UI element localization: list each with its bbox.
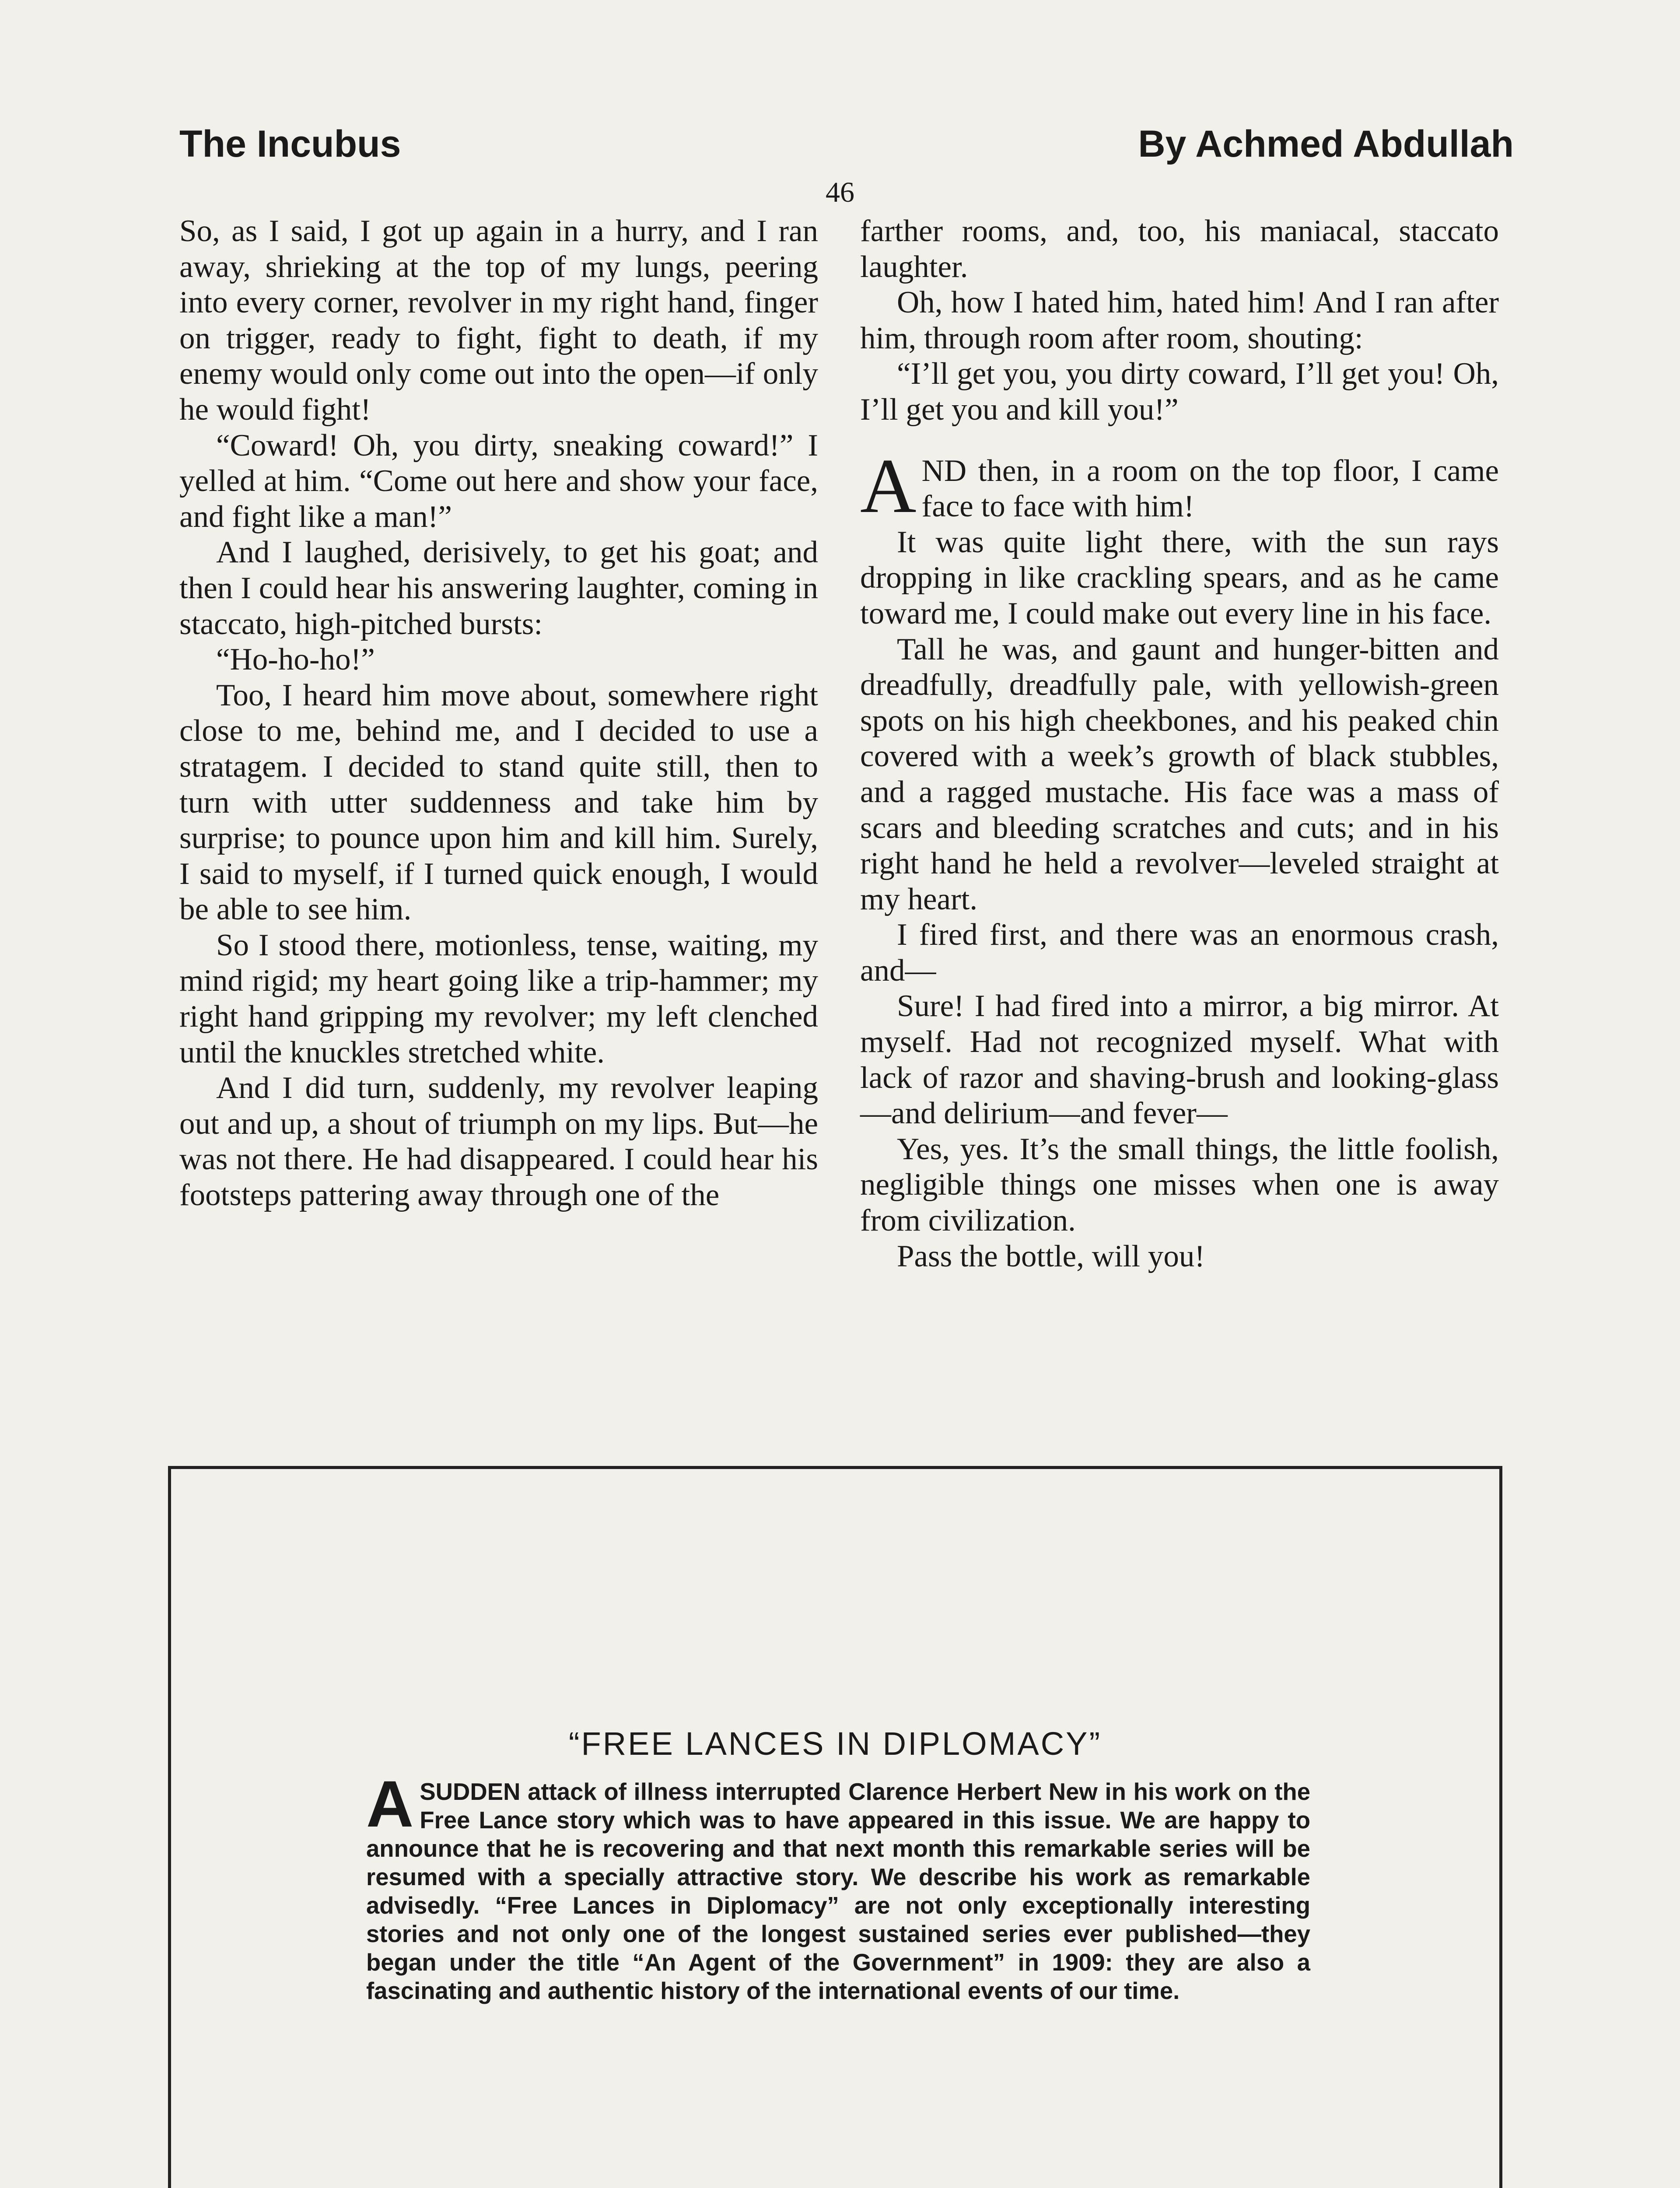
notice-body <box>366 1767 1310 2005</box>
notice-drop-cap: A <box>366 1767 414 1841</box>
right-text-column <box>860 214 1499 1274</box>
paragraph: “Coward! Oh, you dirty, sneaking coward!” I yelled at him. “Come out here and show your face, and fight like a man!” <box>179 428 818 534</box>
drop-cap: A <box>860 442 917 529</box>
paragraph: Pass the bottle, will you! <box>897 1239 1205 1273</box>
paragraph: And I did turn, suddenly, my revolver leaping out and up, a shout of triumph on my lips. But—he was not there. He had disappeared. I could hear his footsteps pattering away through one of the <box>179 1071 818 1213</box>
paragraph: “I’ll get you, you dirty coward, I’ll get you! Oh, I’ll get you and kill you!” <box>860 357 1499 427</box>
paragraph: “Ho-ho-ho!” <box>216 642 375 677</box>
notice-text: SUDDEN attack of illness interrupted Clarence Herbert New in his work on the Free Lance story which was to have appeared in this issue. We are happy to announce that he is recovering and that next month this remarkable series will be resumed with a specially attractive story. We describe his work as remarkable advisedly. “Free Lances in Diplomacy” are not only exceptionally interesting stories and not only one of the longest sustained series ever published—they began under the title “An Agent of the Government” in 1909: they are also a fascinating and authentic history of the international events of our time. <box>366 1778 1310 2004</box>
paragraph: Oh, how I hated him, hated him! And I ran after him, through room after room, shouting: <box>860 285 1499 355</box>
section-opening-paragraph <box>860 442 1499 529</box>
notice-title: “FREE LANCES IN DIPLOMACY” <box>568 1725 1102 1762</box>
left-text-column <box>179 214 818 1213</box>
running-header <box>179 123 1514 184</box>
paragraph: Yes, yes. It’s the small things, the little foolish, negligible things one misses when one is away from civilization. <box>860 1132 1499 1238</box>
paragraph: farther rooms, and, too, his maniacal, staccato laughter. <box>860 214 1499 284</box>
byline: By Achmed Abdullah <box>1138 123 1514 165</box>
paragraph: Sure! I had fired into a mirror, a big mirror. At myself. Had not recognized myself. What with lack of razor and shaving-brush and looking-glass—and delirium—and fever— <box>860 989 1499 1131</box>
paragraph: I fired first, and there was an enormous crash, and— <box>860 918 1499 988</box>
page-number: 46 <box>826 176 854 208</box>
paragraph: So I stood there, motionless, tense, waiting, my mind rigid; my heart going like a trip-hammer; my right hand gripping my revolver; my left clenched until the knuckles stretched white. <box>179 928 818 1069</box>
notice-box <box>168 1466 1502 2188</box>
paragraph: So, as I said, I got up again in a hurry, and I ran away, shrieking at the top of my lungs, peering into every corner, revolver in my right hand, finger on trigger, ready to fight, fight to death, if my enemy would only come out into the open—if only he would fight! <box>179 214 818 427</box>
paragraph: It was quite light there, with the sun rays dropping in like crackling spears, and as he came toward me, I could make out every line in his face. <box>860 525 1499 631</box>
story-title: The Incubus <box>179 123 401 165</box>
paragraph: Too, I heard him move about, somewhere right close to me, behind me, and I decided to use a stratagem. I decided to stand quite still, then to turn with utter suddenness and take him by surprise; to pounce upon him and kill him. Surely, I said to myself, if I turned quick enough, I would be able to see him. <box>179 678 818 927</box>
paragraph: Tall he was, and gaunt and hunger-bitten and dreadfully, dreadfully pale, with yellowish-green spots on his high cheekbones, and his peaked chin covered with a week’s growth of black stubbles, and a ragged mustache. His face was a mass of scars and bleeding scratches and cuts; and in his right hand he held a revolver—leveled straight at my heart. <box>860 632 1499 916</box>
paragraph: And I laughed, derisively, to get his goat; and then I could hear his answering laughter, coming in staccato, high-pitched bursts: <box>179 535 818 641</box>
section-opening-text: ND then, in a room on the top floor, I came face to face with him! <box>921 453 1499 524</box>
